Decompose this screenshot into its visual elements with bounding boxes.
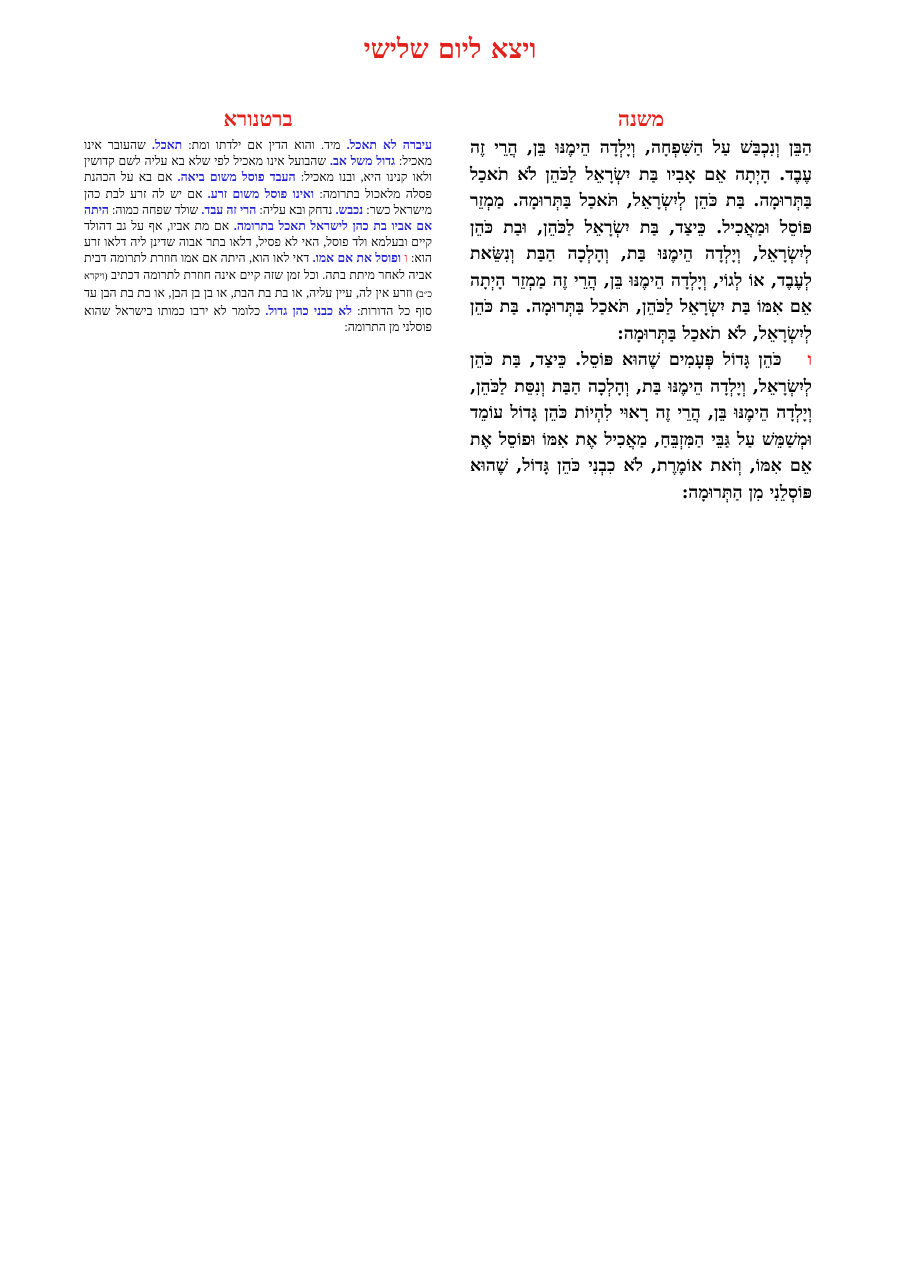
commentary-text: מיד. והוא הדין אם ילדתו ומת: [182, 138, 347, 152]
bartenura-column [84, 137, 432, 335]
mishnah-column [470, 135, 812, 506]
commentary-text: אם מת אביו, אף על גב דהולד קיים ובעלמא ולד פוסל, האי לא פסיל, דלאו בתר אבוה שדינן ליה דלאו זרע הוא: [84, 219, 432, 266]
mishnah-heading: משנה [617, 106, 665, 131]
commentary-text: נדחק ובא עליה: [256, 202, 336, 217]
commentary-text: שהבועל אינו מאכיל לפי שלא בא עליה לשם קדושין ולאו קנינו היא, ובנו מאכיל: [84, 154, 432, 185]
commentary-text: וזרע אין לה, עיין עליה, או בת בת הבת, או בן בן הבן, או בת בת הבן עד סוף כל הדורות: [84, 285, 433, 319]
dibbur-hamatchil: ופוסל את אם אמו. [312, 251, 405, 266]
dibbur-hamatchil: העבד פוסל משום ביאה. [177, 170, 296, 185]
bartenura-heading: ברטנורא [223, 106, 293, 131]
commentary-number: ו [404, 251, 408, 266]
bartenura-commentary [84, 137, 432, 335]
commentary-text: אם יש לה זרע לבת כהן מישראל כשר: [84, 186, 432, 217]
dibbur-hamatchil: לא כבני כהן גדול. [265, 304, 352, 319]
page-title [0, 34, 900, 65]
commentary-text: אם בא על הכהנת פסלה מלאכול בתרומה: [84, 170, 432, 201]
dibbur-hamatchil: גדול משל אב. [329, 154, 396, 169]
mishnah-paragraph-1: הַבֵּן וְנִכְבַּשׁ עַל הַשִּׁפְחָה, וְיָלְדָה הֵימֶנּוּ בֵּן, הֲרֵי זֶה עֶבֶד. הָיְתָה אֵם אָבִיו בַּת יִשְׂרָאֵל לַכֹּהֵן לֹא תֹאכַל בַּתְּרוּמָה. בַּת כֹּהֵן לְיִשְׂרָאֵל, תֹּאכַל בַּתְּרוּמָה. מַמְזֵר פּוֹסֵל וּמַאֲכִיל. כֵּיצַד, בַּת יִשְׂרָאֵל לַכֹּהֵן, וּבַת כֹּהֵן לְיִשְׂרָאֵל, וְיָלְדָה הֵימֶנּוּ בַּת, וְהָלְכָה הַבַּת וְנִשֵּׂאת לְעֶבֶד, אוֹ לְגוֹי, וְיָלְדָה הֵימֶנּוּ בֵּן, הֲרֵי זֶה מַמְזֵר הָיְתָה אֵם אִמּוֹ בַּת יִשְׂרָאֵל לַכֹּהֵן, תֹּאכַל בַּתְּרוּמָה. בַּת כֹּהֵן לְיִשְׂרָאֵל, לֹא תֹאכַל בַּתְּרוּמָה: [470, 138, 812, 344]
dibbur-hamatchil: ואינו פוסל משום זרע. [207, 186, 314, 201]
commentary-text: דאי לאו הוא, היתה אם אמו חוזרת לתרומה דבית אביה לאחר מיתת בתה. וכל זמן שזה קיים אינה חוזרת לתרומה דכתיב [84, 251, 432, 282]
verse-reference: (ויקרא כ״ב) [84, 271, 432, 300]
commentary-text: כלומר לא ירבו כמותו בישראל שהוא פוסלני מן התרומה: [84, 304, 432, 335]
mishnah-number: ו [807, 350, 812, 370]
dibbur-hamatchil: תאכל. [151, 138, 183, 152]
dibbur-hamatchil: הרי זה עבד. [201, 202, 257, 217]
dibbur-hamatchil: נכבש. [335, 202, 364, 217]
dibbur-hamatchil: היתה אם אביו בת כהן לישראל תאכל בתרומה. [84, 202, 432, 234]
commentary-text: שהעובר אינו מאכיל: [84, 138, 432, 169]
commentary-text: שולד שפחה כמוה: [108, 202, 202, 217]
mishnah-paragraph-2 [470, 347, 812, 506]
dibbur-hamatchil: עיברה לא תאכל. [346, 138, 432, 152]
page-title-text: ויצא ליום שלישי [363, 34, 537, 65]
mishnah-paragraph-2-text: כֹּהֵן גָּדוֹל פְּעָמִים שֶׁהוּא פּוֹסֵל. כֵּיצַד, בַּת כֹּהֵן לְיִשְׂרָאֵל, וְיָלְדָה הֵימֶנּוּ בַּת, וְהָלְכָה הַבַּת וְנִסֵּת לַכֹּהֵן, וְיָלְדָה הֵימֶנּוּ בֵּן, הֲרֵי זֶה רָאוּי לִהְיוֹת כֹּהֵן גָּדוֹל עוֹמֵד וּמְשַׁמֵּשׁ עַל גַּבֵּי הַמִּזְבֵּחַ, מַאֲכִיל אֶת אִמּוֹ וּפוֹסֵל אֶת אֵם אִמּוֹ, וְזֹאת אוֹמֶרֶת, לֹא כִבְנִי כֹּהֵן גָּדוֹל, שֶׁהוּא פּוֹסְלֵנִי מִן הַתְּרוּמָה: [470, 350, 812, 503]
